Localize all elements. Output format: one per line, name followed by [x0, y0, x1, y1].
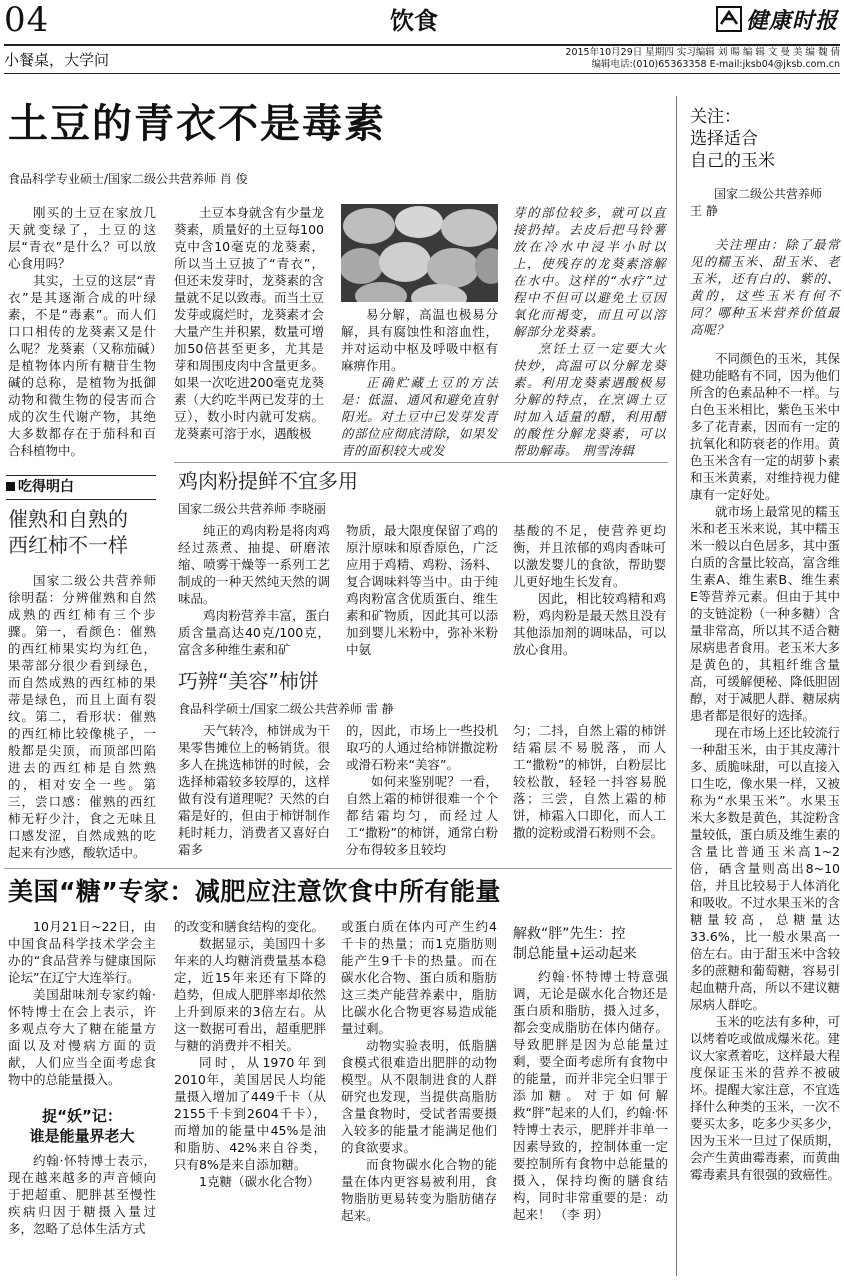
sugar-subhead-2: 解救“胖”先生：控 制总能量+运动起来: [513, 926, 637, 962]
corn-reason: 关注理由：除了最常见的糯玉米、甜玉米、老玉米，还有白的、紫的、黄的，这些玉米有何不同？哪种玉米营养价值最高呢？: [690, 237, 840, 337]
corn-body: 不同颜色的玉米，其保健功能略有不同，因为他们所含的色素品种不一样。与白色玉米相比，紫色玉米中多了花青素，因而有一定的抗氧化和防衰老的作用。黄色玉米含有一定的胡萝卜素和玉米黄素，对维持视力健康有一定好处。 就市场上最常见的糯玉米和老玉米来说，其中糯玉米一般以白色居多，其中蛋白质的含量比较高，富含维生素A、维生素B、维生素E等营养元素。但由于其中的支链淀粉（一种多糖）含量非常高，所以其不适合糖尿病患者食用。老玉米大多是黄色的，其粗纤维含量高，可缓解便秘、降低胆固醇，对于减肥人群、糖尿病患者都是很好的选择。 现在市场上还比较流行一种甜玉米，由于其皮薄汁多、质脆味甜，可以直接入口生吃，像水果一样，又被称为“水果玉米”。水果玉米大多数是黄色，其淀粉含量较低，蛋白质及维生素的含量比普通玉米高1~2倍，硒含量则高出8~10倍，并且比较易于人体消化和吸收。不过水果玉米的含糖量较高，总糖量达33.6%，比一般水果高一倍左右。由于甜玉米中含较多的蔗糖和葡萄糖，容易引起血糖升高，所以不建议糖尿病人群吃。 玉米的吃法有多种，可以烤着吃或做成爆米花。建议大家煮着吃，这样最大程度保证玉米的营养不被破坏。提醒大家注意，不宜选择什么种类的玉米，一次不要买太多，吃多少买多少，因为玉米一旦过了保质期，会产生黄曲霉毒素，而黄曲霉毒素具有很强的致癌性。: [690, 351, 841, 1182]
page-number: 04: [4, 0, 50, 40]
logo-text: 健康时报: [746, 8, 839, 34]
potato-image: [341, 204, 498, 302]
main-col-3: 易分解，高温也极易分解，具有腐蚀性和溶血性，并对运动中枢及呼吸中枢有麻痹作用。 正确贮藏土豆的方法是：低温、通风和避免直射阳光。对土豆中已发芽发青的部位应彻底清除，如果发青的面积较大或发: [341, 307, 498, 458]
chicken-col-2: 物质，最大限度保留了鸡的原汁原味和原香原色，广泛应用于鸡精、鸡粉、汤料、复合调味料等当中。由于纯鸡肉粉富含优质蛋白、维生素和矿物质，因此其可以添加到婴儿米粉中，弥补米粉中氨: [346, 523, 498, 657]
potato-photo: [341, 204, 498, 302]
newspaper-logo: [716, 4, 838, 34]
sugar-col-1b: 约翰·怀特博士表示，现在越来越多的声音倾向于把超重、肥胖甚至慢性疾病归因于糖摄入量过多，忽略了总体生活方式: [8, 1153, 156, 1236]
sugar-headline: 美国“糖”专家：减肥应注意饮食中所有能量: [8, 877, 501, 906]
chicken-col-3: 基酸的不足，使营养更均衡，并且浓郁的鸡肉香味可以激发婴儿的食欲，帮助婴儿更好地生长发育。 因此，相比较鸡精和鸡粉，鸡肉粉是最天然且没有其他添加剂的调味品，可以放心食用。: [513, 523, 666, 657]
main-col-1: 刚买的土豆在家放几天就变绿了，土豆的这层“青衣”是什么？可以放心食用吗？ 其实，土豆的这层“青衣”是其逐渐合成的叶绿素，不是“毒素”。而人们口口相传的龙葵素又是什么呢？龙葵素（又称茄碱）是植物体内所有糖苷生物碱的总称，是植物为抵御动物和微生物的侵害而合成的次生代谢产物，其绝大多数都存在于茄科和百合科植物中。: [8, 205, 156, 458]
meta-line-2: 编辑电话:(010)65363358 E-mail:jksb04@jksb.com.cn: [591, 59, 840, 70]
main-col-2: 土豆本身就含有少量龙葵素，质量好的土豆每100克中含10毫克的龙葵素，所以当土豆披了“青衣”，但还未发芽时，龙葵素的含量就不足以致毒。而当土豆发芽或腐烂时，龙葵素才会大量产生并积累，数量可增加50倍甚至更多，尤其是芽和周围皮肉中含量更多。如果一次吃进200毫克龙葵素（大约吃半两已发芽的土豆），数小时内就可发病。龙葵素可溶于水，遇酸极: [174, 205, 325, 441]
corn-title: 关注： 选择适合 自己的玉米: [690, 107, 775, 171]
main-headline: 土豆的青衣不是毒素: [8, 101, 386, 147]
section-title: 饮食: [390, 7, 438, 35]
tomato-title: 催熟和自熟的 西红柿不一样: [8, 507, 128, 557]
persimmon-col-3: 匀；二抖，自然上霜的柿饼结霜层不易脱落，而人工“撒粉”的柿饼，白粉层比较松散，轻轻一抖容易脱落；三尝，自然上霜的柿饼，柿霜入口即化，而人工撒的淀粉或滑石粉则不会。: [513, 723, 666, 840]
meta-line-1: 2015年10月29日 星期四 实习编辑 刘 暘 编 辑 文 曼 美 编 魏 倩: [565, 47, 840, 58]
chicken-title: 鸡肉粉提鲜不宜多用: [178, 469, 358, 493]
chicken-col-1: 纯正的鸡肉粉是将肉鸡经过蒸煮、抽提、研磨浓缩、喷雾干燥等一系列工艺制成的一种天然纯天然的调味品。 鸡肉粉营养丰富，蛋白质含量高达40克/100克，富含多种维生素和矿: [178, 523, 330, 657]
column-name: 小餐桌，大学问: [4, 51, 110, 69]
sugar-col-1: 10月21日~22日，由中国食品科学技术学会主办的“食品营养与健康国际论坛”在辽宁大连举行。 美国甜味剂专家约翰·怀特博士在会上表示，许多观点夸大了糖在能量方面以及对慢病方面的贡献，人们应当全面考虑食物中的总能量摄入。: [8, 919, 156, 1087]
chicken-byline: 国家二级公共营养师 李晓丽: [178, 502, 326, 516]
sugar-col-3: 或蛋白质在体内可产生约4千卡的热量；而1克脂肪则能产生9千卡的热量。而在碳水化合物、蛋白质和脂肪这三类产能营养素中，脂肪比碳水化合物更容易造成能量过剩。 动物实验表明，低脂膳食模式很难造出肥胖的动物模型。从不限制进食的人群研究也发现，当提供高脂肪含量食物时，受试者需要摄入较多的能量才能满足他们的食欲要求。 而食物碳水化合物的能量在体内更容易被利用，食物脂肪更易转变为脂肪储存起来。: [341, 919, 497, 1223]
sugar-col-2: 的改变和膳食结构的变化。 数据显示，美国四十多年来的人均糖消费量基本稳定，近15年来还有下降的趋势，但成人肥胖率却依然上升到原来的3倍左右。从这一数据可看出，超重肥胖与糖的消费并不相关。 同时，从1970年到2010年，美国居民人均能量摄入增加了449千卡（从2155千卡到2604千卡），而增加的能量中45%是油和脂肪、42%来自谷类，只有8%是来自添加糖。 1克糖（碳水化合物）: [174, 919, 326, 1189]
corn-byline: 国家二级公共营养师 王 静: [690, 187, 823, 218]
logo-emblem-icon: [716, 6, 742, 32]
main-byline: 食品科学专业硕士/国家二级公共营养师 肖 俊: [8, 172, 248, 186]
sugar-subhead-1: 捉“妖”记： 谁是能量界老大: [29, 1107, 135, 1145]
persimmon-col-1: 天气转冷，柿饼成为干果零售摊位上的畅销货。很多人在挑选柿饼的时候，会选择柿霜较多较厚的，这样做有没有道理呢？天然的白霜是好的，但由于柿饼制作耗时耗力，消费者又喜好白霜多: [178, 723, 330, 857]
sugar-col-4: 约翰·怀特博士特意强调，无论是碳水化合物还是蛋白质和脂肪，摄入过多，都会变成脂肪在体内储存。导致肥胖是因为总能量过剩，要全面考虑所有食物中的能量，而并非完全归罪于添加糖。对于如何解救“胖”起来的人们，约翰·怀特博士表示，肥胖并非单一因素导致的，控制体重一定要控制所有食物中总能量的摄入，保持均衡的膳食结构，同时非常重要的是：动起来！ （李 玥）: [513, 969, 668, 1222]
main-col-4: 芽的部位较多，就可以直接扔掉。去皮后把马铃薯放在冷水中浸半小时以上，使残存的龙葵素溶解在水中。这样的“水疗”过程中不但可以避免土豆因氧化而褐变，而且可以溶解部分龙葵素。 烹饪土豆一定要大火快炒，高温可以分解龙葵素。利用龙葵素遇酸极易分解的特点，在烹调土豆时加入适量的醋，利用醋的酸性分解龙葵素，可以帮助解毒。 荆雪涛辑: [513, 205, 666, 458]
persimmon-byline: 食品科学硕士/国家二级公共营养师 雷 静: [178, 702, 394, 716]
persimmon-title: 巧辨“美容”柿饼: [178, 669, 319, 693]
tomato-kicker: 吃得明白: [6, 477, 156, 497]
persimmon-col-2: 的，因此，市场上一些投机取巧的人通过给柿饼撒淀粉或滑石粉来“美容”。 如何来鉴别呢？一看，自然上霜的柿饼很难一个个都结霜均匀，而经过人工“撒粉”的柿饼，通常白粉分布得较多且较均: [346, 723, 498, 857]
tomato-body: 国家二级公共营养师徐明磊：分辨催熟和自然成熟的西红柿有三个步骤。第一，看颜色：催熟的西红柿果实均为红色，果蒂部分很少看到绿色，而自然成熟的西红柿的果蒂是绿色，而且上面有裂纹。第二，看形状：催熟的西红柿比较像桃子，一般都是尖顶，而顶部凹陷进去的西红柿是自然熟的，相对安全一些。第三，尝口感：催熟的西红柿无籽少汁，食之无味且口感发涩，自然成熟的吃起来有沙感，酸软适中。: [8, 573, 156, 860]
